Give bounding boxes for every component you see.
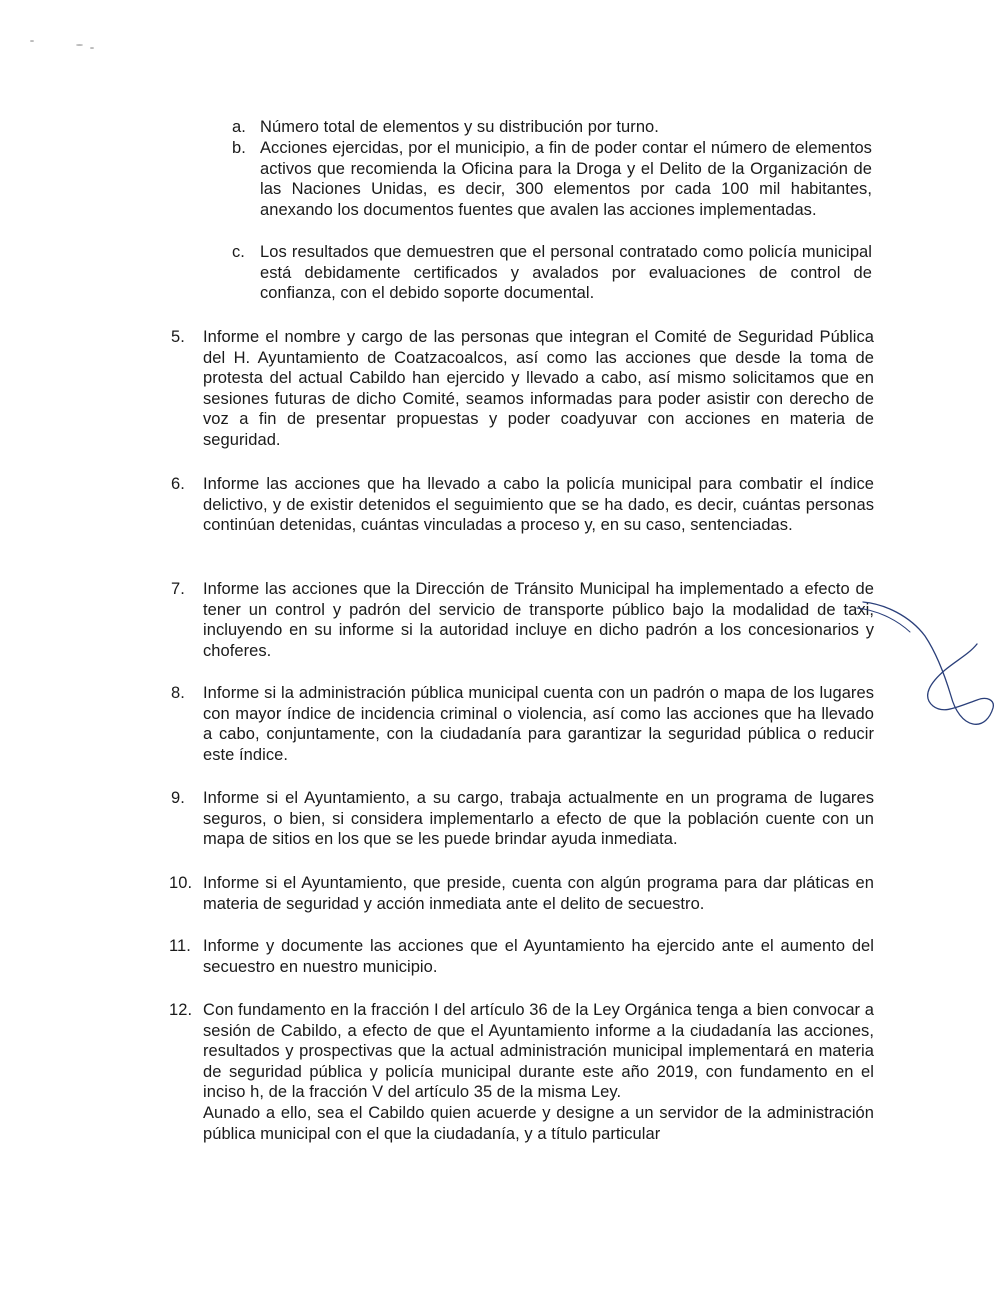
list-item-text: Informe si el Ayuntamiento, a su cargo, trabaja actualmente en un programa de lugares seguros, o bien, si considera implementarlo a efecto de que la población cuente con un mapa de sitios en los que se les puede brindar ayuda inmediata. <box>203 789 874 849</box>
sub-item-text: Acciones ejercidas, por el municipio, a fin de poder contar el número de elementos activos que recomienda la Oficina para la Droga y el Delito de la Organización de las Naciones Unidas, es decir, 300 elementos por cada 100 mil habitantes, anexando los documentos fuentes que avalen las acciones implementadas. <box>260 139 872 219</box>
sub-item-b <box>232 138 872 220</box>
list-item-marker: 6. <box>171 475 185 493</box>
list-item-text: Con fundamento en la fracción I del artículo 36 de la Ley Orgánica tenga a bien convocar a sesión de Cabildo, a efecto de que el Ayuntamiento informe a la ciudadanía las acciones, resultados y prospectivas que la actual administración municipal implementará en materia de seguridad pública y policía municipal durante este año 2019, con fundamento en el inciso h, de la fracción V del artículo 35 de la misma Ley. <box>203 1001 874 1102</box>
list-item-text: Informe si el Ayuntamiento, que preside, cuenta con algún programa para dar pláticas en materia de seguridad y acción inmediata ante el delito de secuestro. <box>203 874 874 913</box>
list-item-9 <box>171 788 874 850</box>
sub-item-text: Los resultados que demuestren que el personal contratado como policía municipal está debidamente certificados y avalados por evaluaciones de control de confianza, con el debido soporte documental. <box>260 243 872 303</box>
list-item-marker: 5. <box>171 328 185 346</box>
sub-item-marker: a. <box>232 118 246 136</box>
sub-item-text: Número total de elementos y su distribución por turno. <box>260 118 659 136</box>
list-item-10 <box>169 873 874 914</box>
sub-item-marker: c. <box>232 243 245 261</box>
list-item-7 <box>171 579 874 661</box>
list-item-text: Informe las acciones que la Dirección de Tránsito Municipal ha implementado a efecto de tener un control y padrón del servicio de transporte público bajo la modalidad de taxi, incluyendo en su informe si la autoridad incluye en dicho padrón a los concesionarios y choferes. <box>203 580 874 660</box>
list-item-text: Informe el nombre y cargo de las personas que integran el Comité de Seguridad Pública del H. Ayuntamiento de Coatzacoalcos, así como las acciones que desde la toma de protesta del actual Cabildo han ejercido y llevado a cabo, así mismo solicitamos que en sesiones futuras de dicho Comité, seamos informadas para poder asistir con derecho de voz a fin de presentar propuestas y poder coadyuvar con acciones en materia de seguridad. <box>203 328 874 449</box>
scan-mark <box>30 40 34 42</box>
list-item-5 <box>171 327 874 451</box>
list-item-8 <box>171 683 874 765</box>
list-item-text: Informe si la administración pública municipal cuenta con un padrón o mapa de los lugares con mayor índice de incidencia criminal o violencia, así como las acciones que ha llevado a cabo, conjuntamente, con la ciudadanía para garantizar la seguridad pública o reducir este índice. <box>203 684 874 764</box>
list-item-11 <box>169 936 874 977</box>
list-item-12 <box>169 1000 874 1144</box>
list-item-marker: 11. <box>169 937 191 955</box>
list-item-text: Informe las acciones que ha llevado a cabo la policía municipal para combatir el índice delictivo, y de existir detenidos el seguimiento que se ha dado, es decir, cuántas personas continúan detenidas, cuántas vinculadas a proceso y, en su caso, sentenciadas. <box>203 475 874 535</box>
list-item-text: Informe y documente las acciones que el Ayuntamiento ha ejercido ante el aumento del secuestro en nuestro municipio. <box>203 937 874 976</box>
sub-item-c <box>232 242 872 304</box>
list-item-continuation: Aunado a ello, sea el Cabildo quien acuerde y designe a un servidor de la administración pública municipal con el que la ciudadanía, y a título particular <box>203 1103 874 1143</box>
list-item-marker: 12. <box>169 1001 193 1019</box>
list-item-marker: 7. <box>171 580 185 598</box>
handwritten-signature <box>855 596 1000 736</box>
list-item-marker: 10. <box>169 874 193 892</box>
list-item-marker: 8. <box>171 684 185 702</box>
list-item-6 <box>171 474 874 536</box>
scan-mark <box>76 44 83 46</box>
list-item-marker: 9. <box>171 789 185 807</box>
sub-item-a <box>232 117 872 138</box>
sub-item-marker: b. <box>232 139 246 157</box>
scan-mark <box>90 47 94 49</box>
